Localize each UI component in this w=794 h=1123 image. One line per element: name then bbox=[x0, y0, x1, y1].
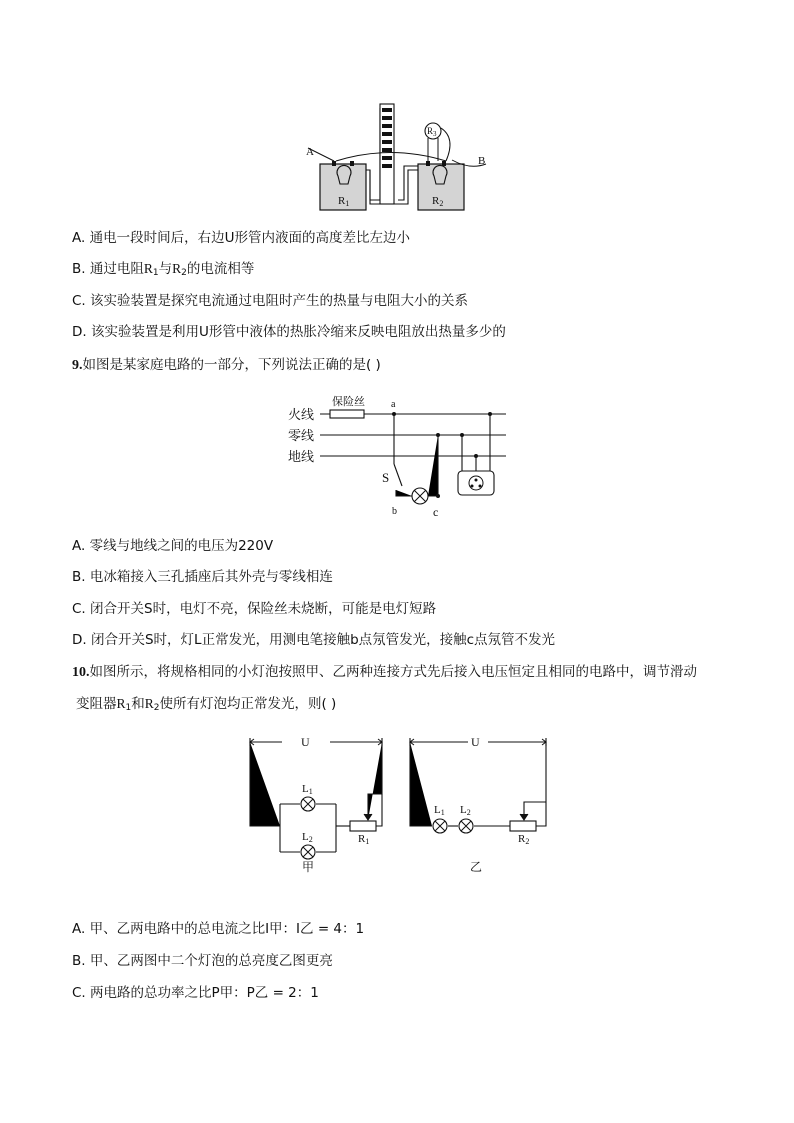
rheostat-r2 bbox=[510, 821, 536, 831]
q8-option-a: A. 通电一段时间后，右边U形管内液面的高度差比左边小 bbox=[72, 230, 410, 246]
label-r1: R1 bbox=[338, 195, 350, 208]
label-r1-rheostat: R1 bbox=[358, 833, 370, 846]
point-c-label: c bbox=[433, 505, 439, 519]
label-l2-right: L2 bbox=[460, 804, 471, 817]
label-l2-left: L2 bbox=[302, 831, 313, 844]
q9-option-c: C. 闭合开关S时，电灯不亮，保险丝未烧断，可能是电灯短路 bbox=[72, 601, 437, 617]
fuse-label: 保险丝 bbox=[332, 395, 365, 408]
point-a-label: a bbox=[391, 399, 396, 410]
q8-apparatus-figure bbox=[300, 98, 500, 216]
q9-stem: 9.如图是某家庭电路的一部分，下列说法正确的是( ) bbox=[72, 357, 381, 373]
q8-option-c: C. 该实验装置是探究电流通过电阻时产生的热量与电阻大小的关系 bbox=[72, 293, 469, 309]
fuse bbox=[330, 410, 364, 418]
q9-household-circuit-figure bbox=[286, 392, 511, 522]
q10-circuit-jia-figure bbox=[244, 730, 394, 878]
label-l1-left: L1 bbox=[302, 783, 313, 796]
switch-label: S bbox=[382, 470, 390, 485]
voltage-label-left: U bbox=[301, 735, 310, 749]
label-l1-right: L1 bbox=[434, 804, 445, 817]
label-r2: R2 bbox=[432, 195, 444, 208]
point-b-label: b bbox=[392, 506, 397, 517]
ground-wire-label: 地线 bbox=[288, 450, 315, 465]
voltage-label-right: U bbox=[471, 735, 480, 749]
q8-option-b: B. 通过电阻$R_1$与$R_2$的电流相等 bbox=[72, 261, 255, 278]
live-wire-label: 火线 bbox=[288, 408, 315, 423]
caption-jia: 甲 bbox=[302, 860, 315, 874]
q10-option-b: B. 甲、乙两图中二个灯泡的总亮度乙图更亮 bbox=[72, 953, 333, 969]
rheostat-r1 bbox=[350, 821, 376, 831]
q10-option-a: A. 甲、乙两电路中的总电流之比I甲：I乙 = 4：1 bbox=[72, 921, 365, 937]
label-r3: $R_3$ bbox=[427, 126, 437, 138]
label-b: B bbox=[478, 155, 486, 167]
q9-option-a: A. 零线与地线之间的电压为220V bbox=[72, 538, 274, 554]
q10-stem-line2: 变阻器$R_1$和$R_2$使所有灯泡均正常发光，则( ) bbox=[76, 696, 337, 713]
q10-option-c: C. 两电路的总功率之比P甲：P乙 = 2：1 bbox=[72, 985, 319, 1001]
label-r2-rheostat: R2 bbox=[518, 833, 530, 846]
caption-yi: 乙 bbox=[470, 860, 483, 874]
label-a: A bbox=[306, 146, 314, 158]
q8-option-d: D. 该实验装置是利用U形管中液体的热胀冷缩来反映电阻放出热量多少的 bbox=[72, 324, 506, 340]
q10-stem-line1: 10.如图所示，将规格相同的小灯泡按照甲、乙两种连接方式先后接入电压恒定且相同的电路中，调节滑动 bbox=[72, 664, 697, 680]
q9-option-d: D. 闭合开关S时，灯L正常发光，用测电笔接触b点氖管发光，接触c点氖管不发光 bbox=[72, 632, 556, 648]
q10-circuit-yi-figure bbox=[404, 730, 554, 878]
q9-option-b: B. 电冰箱接入三孔插座后其外壳与零线相连 bbox=[72, 569, 333, 585]
neutral-wire-label: 零线 bbox=[288, 429, 315, 444]
